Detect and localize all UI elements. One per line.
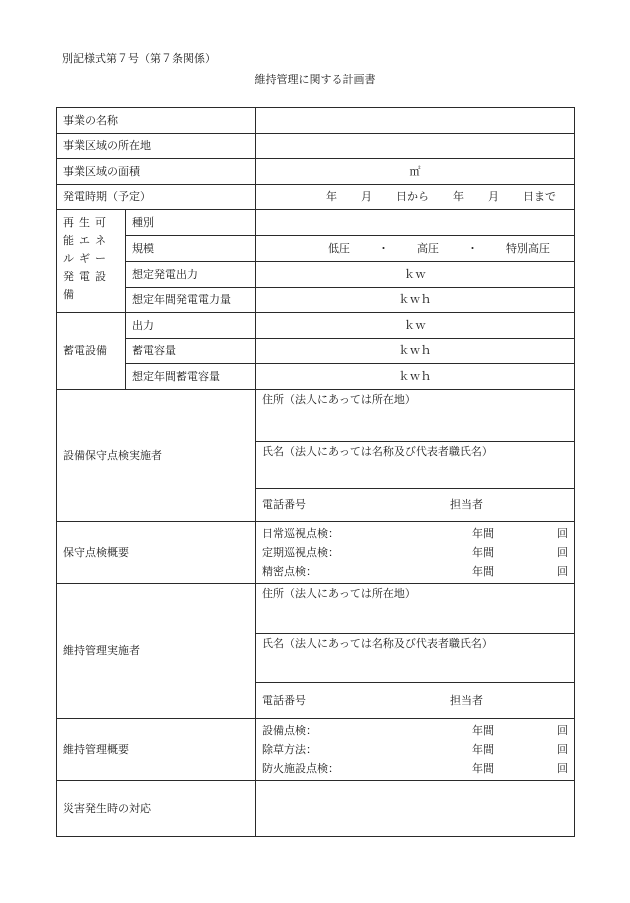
maintenance-item-label: 定期巡視点検：: [262, 545, 339, 559]
inspector-label: 設備保守点検実施者: [57, 390, 256, 522]
scale-high-voltage[interactable]: 高圧: [417, 241, 439, 255]
area-unit: ㎡: [409, 164, 421, 178]
storage-capacity-label: 蓄電容量: [126, 339, 256, 364]
row-maintenance-overview: [57, 522, 575, 584]
renewable-output-unit: ｋｗ: [404, 267, 426, 281]
row-generation-period: [57, 185, 575, 210]
row-renewable-output: [57, 262, 575, 288]
row-storage-annual: [57, 364, 575, 390]
implementer-address-field[interactable]: [256, 584, 575, 634]
period-day-until: 日まで: [523, 190, 556, 203]
management-item-label: 設備点検：: [262, 723, 317, 737]
generation-period-label: 発電時期（予定）: [57, 185, 256, 210]
renewable-annual-field[interactable]: [256, 288, 575, 313]
management-item: [262, 759, 568, 778]
implementer-phone-label: 電話番号: [262, 693, 306, 707]
business-area-field[interactable]: [256, 159, 575, 185]
period-month-2: 月: [488, 190, 499, 203]
maintenance-item: [262, 562, 568, 581]
generation-period-field[interactable]: [256, 185, 575, 210]
maintenance-item-label: 日常巡視点検：: [262, 526, 339, 540]
renewable-type-field[interactable]: [256, 210, 575, 236]
storage-capacity-field[interactable]: [256, 339, 575, 364]
maintenance-item-times: 回: [557, 526, 568, 540]
period-day-from: 日から: [396, 190, 429, 203]
implementer-name-label: 氏名（法人にあっては名称及び代表者職氏名）: [262, 637, 493, 650]
row-storage-output: [57, 313, 575, 339]
form-number-label: 別記様式第７号（第７条関係）: [62, 52, 216, 65]
storage-capacity-unit: ｋｗｈ: [398, 344, 432, 357]
inspector-name-field[interactable]: [256, 442, 575, 489]
row-renewable-type: [57, 210, 575, 236]
renewable-scale-label: 規模: [126, 236, 256, 262]
business-name-label: 事業の名称: [57, 108, 256, 134]
inspector-phone-field[interactable]: [256, 489, 575, 522]
renewable-type-label: 種別: [126, 210, 256, 236]
row-business-name: [57, 108, 575, 134]
implementer-person-label: 担当者: [450, 693, 483, 707]
management-item-times: 回: [557, 723, 568, 737]
inspector-name-label: 氏名（法人にあっては名称及び代表者職氏名）: [262, 445, 493, 458]
maintenance-overview-label: 保守点検概要: [57, 522, 256, 584]
period-year-2: 年: [453, 190, 464, 203]
management-overview-field[interactable]: [256, 719, 575, 781]
management-item-year: 年間: [472, 723, 494, 737]
maintenance-overview-field[interactable]: [256, 522, 575, 584]
row-implementer-address: [57, 584, 575, 634]
period-month-1: 月: [361, 190, 372, 203]
row-renewable-scale: [57, 236, 575, 262]
renewable-output-label: 想定発電出力: [126, 262, 256, 288]
row-disaster-response: [57, 781, 575, 837]
inspector-phone-label: 電話番号: [262, 498, 306, 511]
renewable-group-label: 再生可能エネルギー発電設備: [57, 210, 126, 313]
renewable-scale-field[interactable]: [256, 236, 575, 262]
storage-output-field[interactable]: [256, 313, 575, 339]
maintenance-item-times: 回: [557, 545, 568, 559]
management-item-year: 年間: [472, 761, 494, 775]
business-location-field[interactable]: [256, 134, 575, 159]
inspector-address-field[interactable]: [256, 390, 575, 442]
implementer-label: 維持管理実施者: [57, 584, 256, 719]
management-item: [262, 740, 568, 759]
disaster-response-label: 災害発生時の対応: [57, 781, 256, 837]
storage-annual-field[interactable]: [256, 364, 575, 390]
row-business-area: [57, 159, 575, 185]
management-item-times: 回: [557, 742, 568, 756]
scale-separator-2: ・: [467, 241, 478, 255]
implementer-name-field[interactable]: [256, 634, 575, 683]
row-inspector-address: [57, 390, 575, 442]
period-year-1: 年: [326, 190, 337, 203]
implementer-address-label: 住所（法人にあっては所在地）: [262, 587, 416, 600]
maintenance-item-year: 年間: [472, 545, 494, 559]
maintenance-item-year: 年間: [472, 564, 494, 578]
renewable-output-field[interactable]: [256, 262, 575, 288]
storage-output-label: 出力: [126, 313, 256, 339]
plan-form-table: [56, 107, 575, 837]
row-renewable-annual: [57, 288, 575, 313]
renewable-annual-unit: ｋｗｈ: [398, 293, 432, 306]
maintenance-item: [262, 543, 568, 562]
maintenance-item-year: 年間: [472, 526, 494, 540]
row-business-location: [57, 134, 575, 159]
maintenance-item-label: 精密点検：: [262, 564, 317, 578]
management-item-label: 防火施設点検：: [262, 761, 339, 775]
scale-extra-high-voltage[interactable]: 特別高圧: [506, 241, 550, 255]
scale-low-voltage[interactable]: 低圧: [328, 241, 350, 255]
business-location-label: 事業区域の所在地: [57, 134, 256, 159]
management-overview-label: 維持管理概要: [57, 719, 256, 781]
storage-output-unit: ｋｗ: [404, 318, 426, 332]
document-title: 維持管理に関する計画書: [254, 73, 376, 86]
storage-annual-label: 想定年間蓄電容量: [126, 364, 256, 390]
management-item-year: 年間: [472, 742, 494, 756]
storage-group-label: 蓄電設備: [57, 313, 126, 390]
business-name-field[interactable]: [256, 108, 575, 134]
inspector-person-label: 担当者: [450, 498, 483, 511]
row-management-overview: [57, 719, 575, 781]
implementer-phone-field[interactable]: [256, 683, 575, 719]
renewable-annual-label: 想定年間発電電力量: [126, 288, 256, 313]
business-area-label: 事業区域の面積: [57, 159, 256, 185]
maintenance-item-times: 回: [557, 564, 568, 578]
disaster-response-field[interactable]: [256, 781, 575, 837]
row-storage-capacity: [57, 339, 575, 364]
maintenance-item: [262, 524, 568, 543]
storage-annual-unit: ｋｗｈ: [398, 369, 432, 383]
inspector-address-label: 住所（法人にあっては所在地）: [262, 393, 416, 406]
scale-separator-1: ・: [378, 241, 389, 255]
management-item-label: 除草方法：: [262, 742, 317, 756]
management-item-times: 回: [557, 761, 568, 775]
management-item: [262, 721, 568, 740]
